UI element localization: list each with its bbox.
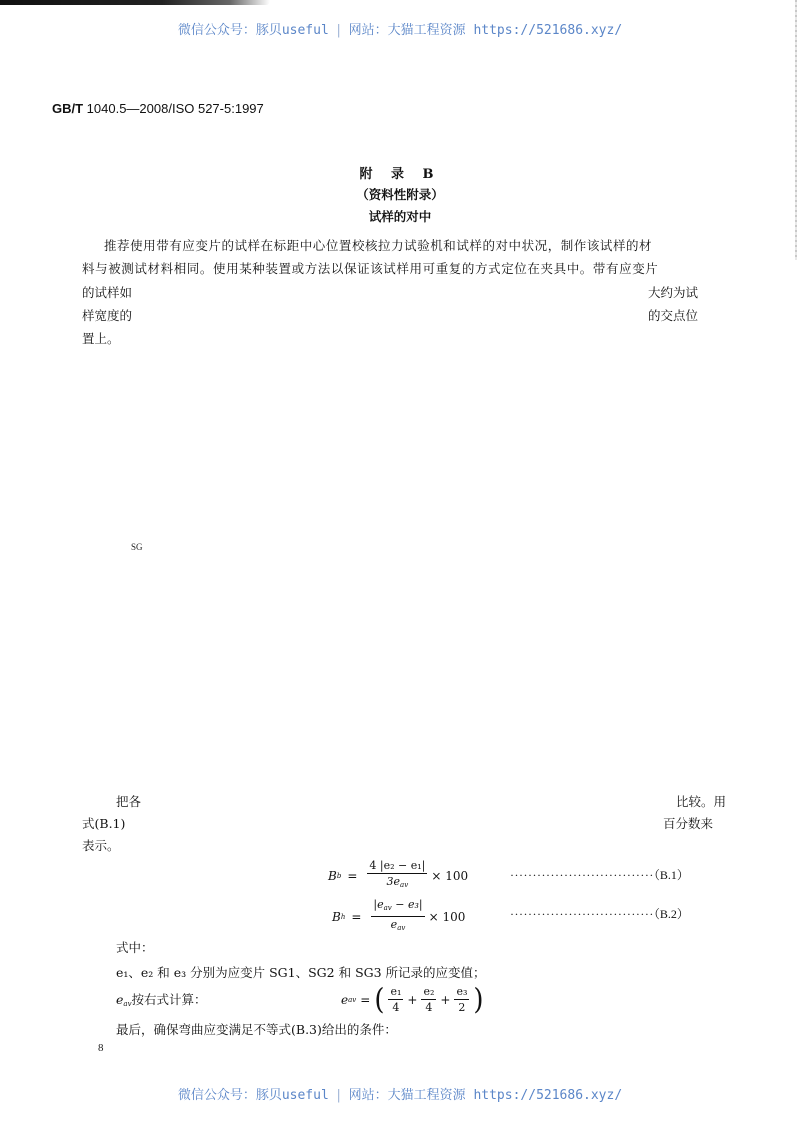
watermark-left: 微信公众号：豚贝useful bbox=[177, 1088, 329, 1103]
eav-term-2: $\frac{\text{e₂}}{4}$ bbox=[423, 985, 435, 1014]
paragraph1-line1: 推荐使用带有应变片的试样在标距中心位置校核拉力试验机和试样的对中状况，制作该试样的材 bbox=[104, 238, 653, 253]
annex-title: 附 录 B bbox=[359, 167, 441, 182]
where-label: 式中： bbox=[116, 940, 154, 955]
eq-b1-label: （B.1） bbox=[653, 868, 689, 882]
standard-code-prefix: GB/T bbox=[52, 101, 84, 116]
equation-b2-number bbox=[510, 905, 689, 922]
eq-b1-lhs-sub: b bbox=[336, 871, 342, 880]
eq-b1-denominator: $3e_{av}$ bbox=[386, 875, 409, 889]
equation-b1-number bbox=[510, 866, 689, 883]
eq-b2-numerator: $|e_{av} - e_3|$ bbox=[371, 898, 424, 917]
eq-b1-fraction bbox=[367, 859, 427, 892]
watermark-top bbox=[0, 19, 800, 38]
equals-sign: = bbox=[351, 909, 362, 924]
leader-dots: ································ bbox=[510, 907, 654, 921]
paragraph1-line3-left: 的试样如 bbox=[82, 285, 133, 300]
eq-b2-label: （B.2） bbox=[653, 907, 689, 921]
eq-b1-numerator: 4 |e₂ − e₁| bbox=[369, 859, 426, 872]
watermark-left: 微信公众号：豚贝useful bbox=[177, 23, 329, 38]
paragraph1-line2: 料与被测试材料相同。使用某种装置或方法以保证该试样用可重复的方式定位在夹具中。带有应变片 bbox=[82, 261, 659, 276]
close-paren: ) bbox=[473, 983, 484, 1016]
scan-edge-shadow bbox=[0, 0, 270, 5]
eq-b2-lhs-sub: h bbox=[340, 912, 346, 921]
eq-b2-fraction bbox=[371, 898, 424, 935]
equals-sign: = bbox=[360, 992, 371, 1007]
eq-b2-lhs: B bbox=[332, 909, 341, 924]
eq-b1-lhs: B bbox=[328, 868, 337, 883]
paragraph1-line4-right: 的交点位 bbox=[648, 308, 699, 323]
equation-b2 bbox=[332, 898, 465, 935]
annex-subtitle: （资料性附录） bbox=[356, 187, 444, 202]
equals-sign: = bbox=[347, 868, 358, 883]
watermark-bottom bbox=[0, 1084, 800, 1103]
annex-heading: 试样的对中 bbox=[368, 209, 432, 224]
watermark-separator: | bbox=[334, 1088, 343, 1103]
plus-sign: + bbox=[407, 992, 418, 1007]
plus-sign: + bbox=[440, 992, 451, 1007]
paragraph2-line2-left: 式(B.1) bbox=[82, 816, 126, 831]
eq-b2-denominator: $e_{av}$ bbox=[390, 918, 406, 932]
standard-code-rest: 1040.5—2008/ISO 527-5:1997 bbox=[83, 101, 264, 116]
watermark-right: 网站：大猫工程资源 https://521686.xyz/ bbox=[348, 23, 623, 38]
final-sentence: 最后，确保弯曲应变满足不等式(B.3)给出的条件： bbox=[116, 1022, 397, 1037]
paragraph2-line3: 表示。 bbox=[82, 838, 120, 853]
paragraph2-line2-right: 百分数来 bbox=[663, 816, 714, 831]
paragraph1-line5: 置上。 bbox=[82, 331, 120, 346]
figure-label-sg: SG bbox=[131, 542, 143, 552]
page-number: 8 bbox=[98, 1042, 104, 1054]
eq-b1-multiplier: × 100 bbox=[431, 868, 469, 883]
definition-eav: $e_{av}$按右式计算： bbox=[116, 992, 207, 1008]
paragraph2-line1-right: 比较。用 bbox=[676, 794, 727, 809]
standard-code bbox=[52, 101, 264, 116]
paragraph1-line3-right: 大约为试 bbox=[648, 285, 699, 300]
eav-term-3: $\frac{\text{e₃}}{2}$ bbox=[456, 985, 468, 1014]
definition-e-values: e₁、e₂ 和 e₃ 分别为应变片 SG1、SG2 和 SG3 所记录的应变值； bbox=[116, 965, 486, 980]
eq-b2-multiplier: × 100 bbox=[428, 909, 466, 924]
equation-b1 bbox=[328, 859, 468, 892]
eav-term-1: $\frac{\text{e₁}}{4}$ bbox=[390, 985, 402, 1014]
watermark-separator: | bbox=[334, 23, 343, 38]
equation-eav: e av = ( $\frac{\text{e₁}}{4}$ + $\frac{\text{e₂}}{4}$ + $\frac{\text{e₃}}{2}$ ) bbox=[341, 983, 484, 1016]
watermark-right: 网站：大猫工程资源 https://521686.xyz/ bbox=[348, 1088, 623, 1103]
paragraph1-line4-left: 样宽度的 bbox=[82, 308, 133, 323]
open-paren: ( bbox=[374, 983, 385, 1016]
leader-dots: ································ bbox=[510, 868, 654, 882]
paragraph2-line1-left: 把各 bbox=[116, 794, 142, 809]
